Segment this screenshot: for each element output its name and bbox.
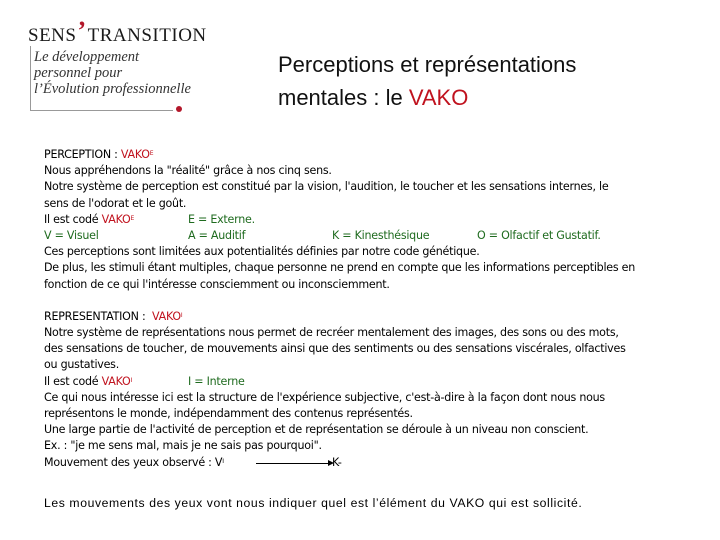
logo-tagline-line: Le développement [34,49,140,65]
representation-text-line: représentons le monde, indépendamment des contenus représentés. [44,407,413,420]
perception-heading-label: PERCEPTION : [44,148,121,161]
perception-text-line: Notre système de perception est constitué par la vision, l'audition, le toucher et les sensations internes, le [44,180,609,194]
coded-code: VAKO [101,374,131,388]
perception-text-line: Ces perceptions sont limitées aux potentialités définies par notre code génétique. [44,245,480,259]
eye-movement-sup: I [222,457,224,465]
perception-code: VAKO [120,148,150,161]
page-title [278,48,576,114]
title-line-2 [278,81,576,114]
logo-apostrophe: ’ [77,16,87,45]
logo-dot [176,106,182,112]
representation-text-line: des sensations de toucher, de mouvements ainsi que des sentiments ou des sensations viscérales, olfactives [44,342,626,356]
title-accent: VAKO [408,85,469,110]
representation-text-line: Ce qui nous intéresse ici est la structure de l'expérience subjective, c'est-à-dire à la façon dont nous nous [44,390,605,404]
content-body [44,147,694,471]
logo-brand-right: TRANSITION [87,25,207,46]
representation-heading [44,309,694,325]
section-gap [44,293,694,309]
coded-definition: I = Interne [188,374,245,388]
representation-text-line: Notre système de représentations nous permet de recréer mentalement des images, des sons ou des mots, [44,326,619,340]
logo-tagline-line: personnel pour [34,65,123,81]
eye-movement-label: Mouvement des yeux observé : V [44,455,223,469]
perception-text-line: sens de l'odorat et le goût. [44,196,187,210]
legend-a: A = Auditif [188,228,246,242]
perception-heading [44,147,694,163]
legend-o: O = Olfactif et Gustatif. [477,228,601,242]
representation-text-line: Une large partie de l'activité de perception et de représentation se déroule à un niveau non conscient. [44,423,589,437]
coded-prefix: Il est codé [44,212,102,226]
coded-code: VAKO [101,212,131,226]
representation-coded-line [44,374,694,390]
logo-tagline-line: l’Évolution professionnelle [34,81,191,97]
coded-prefix: Il est codé [44,374,102,388]
perception-text-line: fonction de ce qui l'intéresse consciemment ou inconsciemment. [44,277,390,291]
logo-brand [28,18,207,48]
logo-brand-left: SENS [28,25,77,46]
representation-code: VAKO [152,309,181,323]
coded-definition: E = Externe. [188,212,255,226]
eye-movement-target: K- [332,455,342,469]
legend-v: V = Visuel [44,228,99,242]
legend-k: K = Kinesthésique [332,228,430,242]
representation-text-line: ou gustatives. [44,358,119,372]
representation-heading-label: REPRESENTATION : [44,309,153,323]
title-line-1: Perceptions et représentations [278,52,577,77]
footer-note: Les mouvements des yeux vont nous indiquer quel est l’élément du VAKO qui est sollicité. [44,496,583,510]
logo-tagline [34,49,191,97]
arrow-right-icon [256,463,332,464]
coded-code-sup: I [130,376,133,384]
coded-code-sup: E [130,214,135,222]
perception-text-line: Nous appréhendons la "réalité" grâce à nos cinq sens. [44,164,332,178]
vako-legend-line [44,228,694,244]
perception-text-line: De plus, les stimuli étant multiples, chaque personne ne prend en compte que les informations perceptibles en [44,261,636,275]
representation-example-line: Ex. : "je me sens mal, mais je ne sais pas pourquoi". [44,439,322,453]
perception-coded-line [44,212,694,228]
representation-code-sup: I [180,311,183,319]
eye-movement-line [44,455,694,471]
perception-code-sup: E [149,150,154,157]
title-line-2-prefix: mentales : le [278,85,409,110]
sens-transition-logo [26,16,207,118]
